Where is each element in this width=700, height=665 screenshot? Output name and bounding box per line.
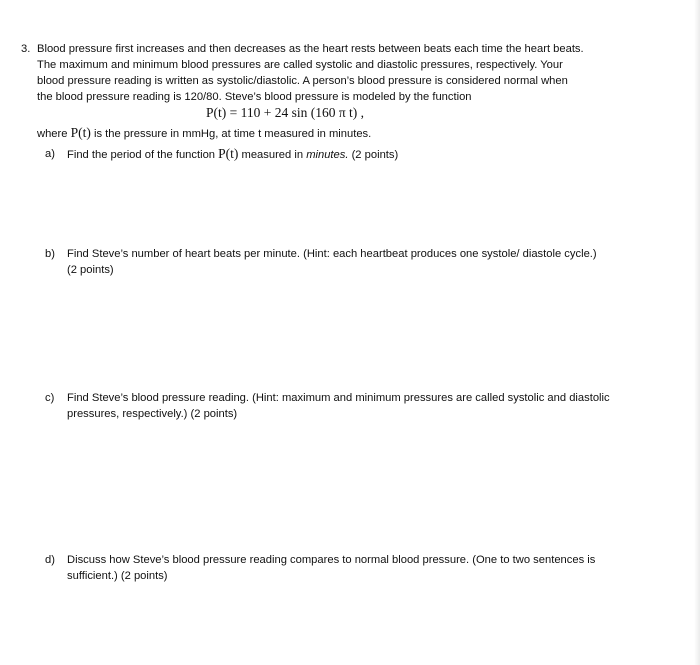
- part-text: [67, 246, 667, 278]
- question-intro: [37, 41, 677, 105]
- part-letter: c): [45, 392, 55, 404]
- intro-line: Blood pressure first increases and then decreases as the heart rests between beats each time the heart beats.: [37, 43, 584, 55]
- part-line: sufficient.) (2 points): [67, 570, 168, 582]
- where-suffix: is the pressure in mmHg, at time t measured in minutes.: [93, 128, 372, 140]
- part-text: [67, 390, 667, 422]
- part-a-function: P(t): [218, 146, 239, 161]
- where-clause: [37, 125, 371, 142]
- part-text: [67, 146, 667, 163]
- part-line: [67, 146, 667, 163]
- page-edge-shadow: [694, 0, 700, 665]
- part-text: [67, 552, 667, 584]
- part-letter: a): [45, 148, 55, 160]
- question-number: 3.: [21, 43, 31, 55]
- where-function: P(t): [70, 125, 91, 140]
- part-line: pressures, respectively.) (2 points): [67, 408, 238, 420]
- pressure-formula: P(t) = 110 + 24 sin (160 π t) ,: [206, 105, 365, 120]
- part-letter: d): [45, 554, 55, 566]
- part-a-mid: measured in: [241, 149, 304, 161]
- part-a-points: (2 points): [351, 149, 399, 161]
- intro-line: blood pressure reading is written as systolic/diastolic. A person’s blood pressure is considered normal when: [37, 75, 568, 87]
- part-a-emphasis: minutes.: [306, 149, 349, 161]
- part-line: Find Steve’s blood pressure reading. (Hint: maximum and minimum pressures are called systolic and diastolic: [67, 392, 610, 404]
- part-line: Discuss how Steve’s blood pressure reading compares to normal blood pressure. (One to two sentences is: [67, 554, 596, 566]
- part-letter: b): [45, 248, 55, 260]
- part-a-prefix: Find the period of the function: [67, 149, 216, 161]
- intro-line: the blood pressure reading is 120/80. Steve’s blood pressure is modeled by the function: [37, 91, 472, 103]
- where-prefix: where: [37, 128, 68, 140]
- part-line: Find Steve’s number of heart beats per minute. (Hint: each heartbeat produces one systole/ diastole cycle.): [67, 248, 597, 260]
- part-line: (2 points): [67, 264, 114, 276]
- intro-line: The maximum and minimum blood pressures are called systolic and diastolic pressures, respectively. Your: [37, 59, 563, 71]
